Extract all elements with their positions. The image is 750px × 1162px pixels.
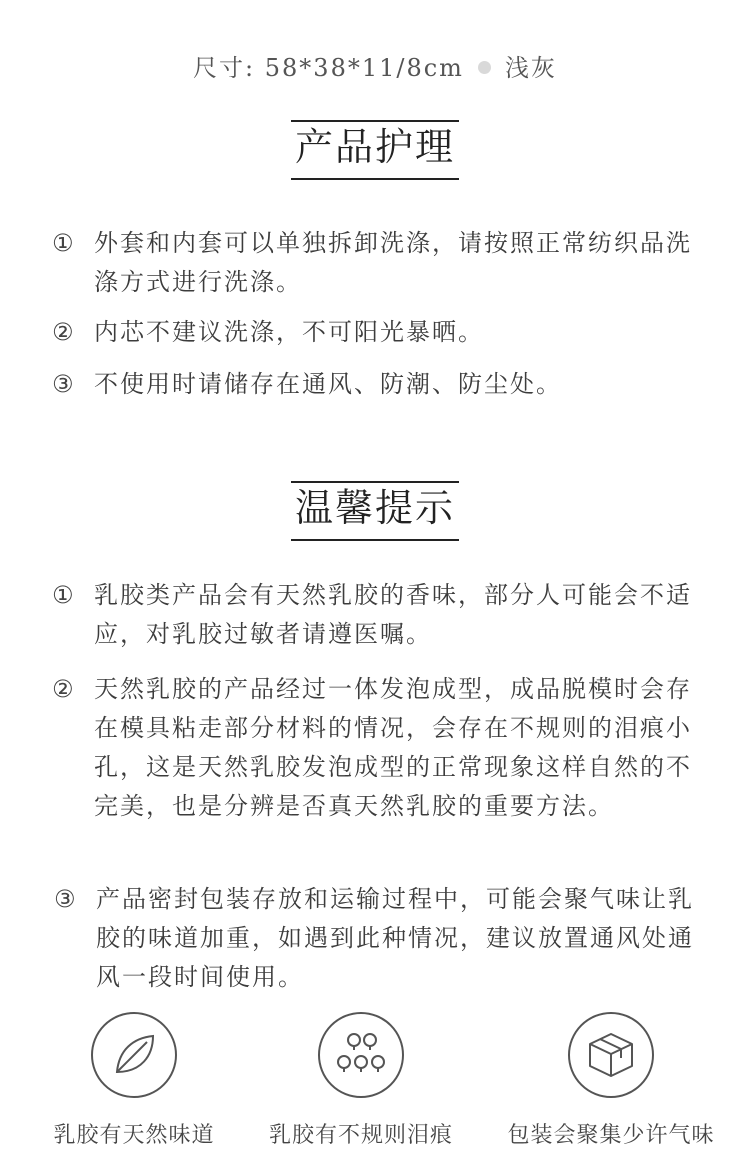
feature-row [0, 1012, 750, 1162]
tips-item-text: 产品密封包装存放和运输过程中，可能会聚气味让乳胶的味道加重，如遇到此种情况，建议放置通风处通风一段时间使用。 [96, 885, 694, 991]
tips-item [52, 576, 692, 654]
leaf-icon [107, 1028, 161, 1082]
care-title: 产品护理 [291, 120, 459, 180]
feature-icon-circle [91, 1012, 177, 1098]
tips-item-text: 乳胶类产品会有天然乳胶的香味，部分人可能会不适应，对乳胶过敏者请遵医嘱。 [94, 581, 692, 648]
tips-title: 温馨提示 [291, 481, 459, 541]
bubbles-icon [332, 1028, 390, 1082]
care-item-number: ③ [52, 370, 76, 398]
size-line [0, 48, 750, 83]
care-item-text: 外套和内套可以单独拆卸洗涤，请按照正常纺织品洗涤方式进行洗涤。 [94, 229, 692, 296]
feature-label: 包装会聚集少许气味 [507, 1123, 715, 1148]
care-heading [0, 120, 750, 180]
care-item-number: ① [52, 229, 76, 257]
feature-label: 乳胶有不规则泪痕 [268, 1123, 453, 1148]
box-icon [584, 1028, 638, 1082]
feature-icon-circle [568, 1012, 654, 1098]
care-item-text: 内芯不建议洗涤，不可阳光暴晒。 [94, 318, 484, 346]
color-name: 浅灰 [504, 54, 557, 82]
tips-heading [0, 481, 750, 541]
care-item-text: 不使用时请储存在通风、防潮、防尘处。 [94, 370, 562, 398]
care-item [52, 224, 712, 302]
tips-item-text: 天然乳胶的产品经过一体发泡成型，成品脱模时会存在模具粘走部分材料的情况，会存在不规则的泪痕小孔，这是天然乳胶发泡成型的正常现象这样自然的不完美，也是分辨是否真天然乳胶的重要方法。 [94, 675, 692, 820]
care-item [52, 365, 712, 404]
feature-label: 乳胶有天然味道 [53, 1123, 215, 1148]
size-label: 尺寸: 58*38*11/8cm [193, 54, 464, 82]
care-item-number: ② [52, 318, 76, 346]
tips-item [52, 670, 692, 826]
color-swatch-dot [478, 61, 491, 74]
feature-natural-smell [9, 1012, 259, 1149]
tips-item [54, 880, 694, 997]
feature-irregular-marks [236, 1012, 486, 1149]
care-item [52, 313, 712, 352]
tips-item-number: ③ [54, 885, 78, 913]
feature-packaging-smell [486, 1012, 736, 1149]
tips-item-number: ② [52, 675, 76, 703]
feature-icon-circle [318, 1012, 404, 1098]
tips-item-number: ① [52, 581, 76, 609]
